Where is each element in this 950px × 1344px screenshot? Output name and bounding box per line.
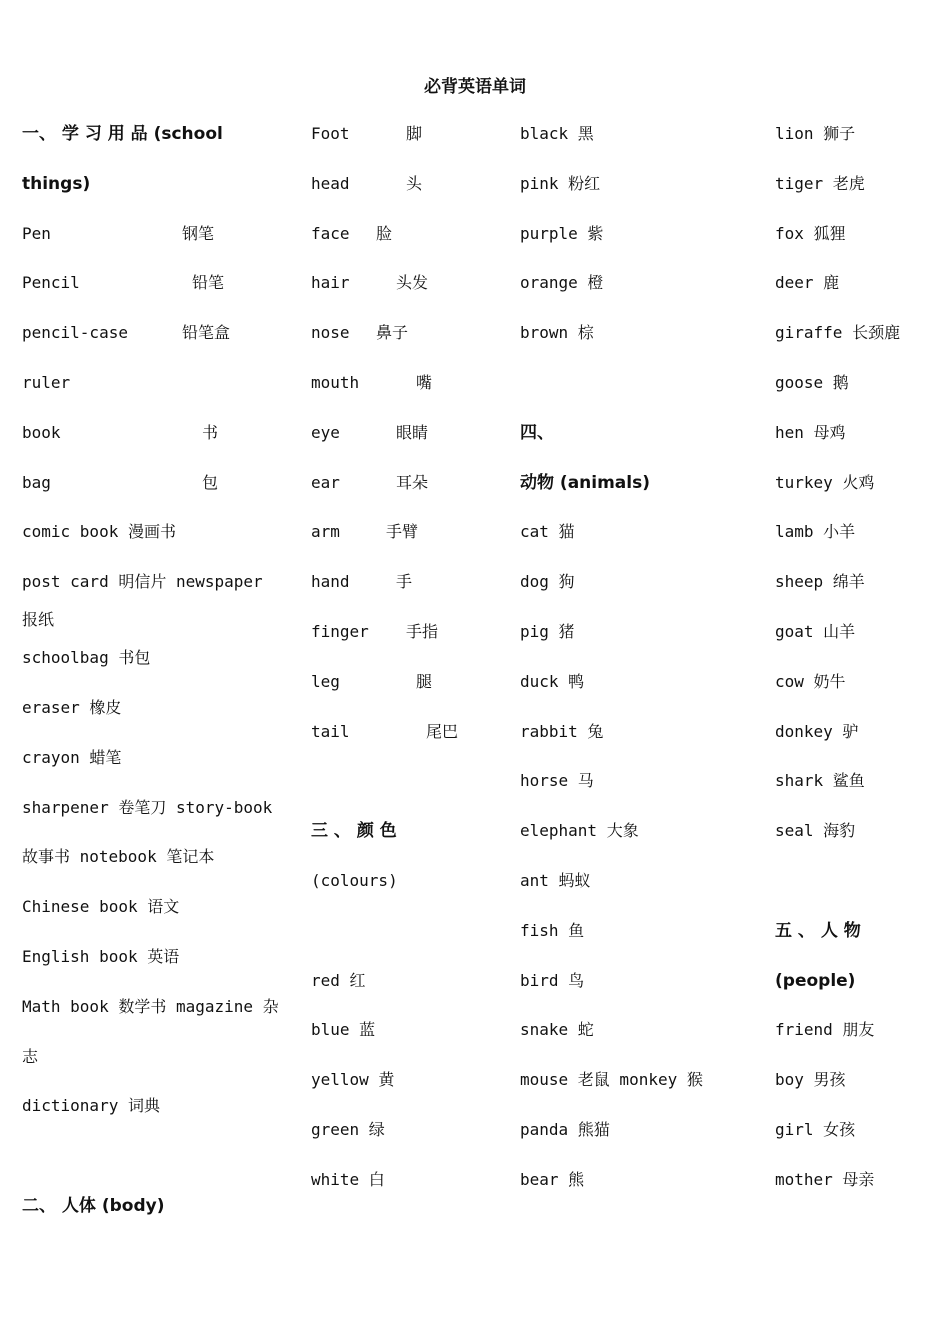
section-heading: 五 、 人 物 — [775, 920, 861, 941]
spacer — [775, 869, 935, 919]
chinese-meaning: 手 — [396, 572, 413, 592]
spacer — [520, 371, 750, 421]
vocab-entry — [311, 670, 501, 720]
chinese-meaning: 耳朵 — [396, 472, 429, 492]
vocab-entry: 报纸 — [22, 610, 55, 630]
vocab-entry: donkey 驴 — [775, 721, 859, 741]
chinese-meaning: 书 — [202, 422, 219, 442]
section-heading: things) — [22, 173, 91, 194]
vocab-entry: comic book 漫画书 — [22, 522, 176, 542]
english-word: book — [22, 422, 61, 442]
page-title: 必背英语单词 — [424, 77, 526, 97]
vocab-entry: blue 蓝 — [311, 1020, 376, 1040]
vocab-entry: bird 鸟 — [520, 970, 585, 990]
section-heading: 三 、 颜 色 — [311, 821, 397, 842]
spacer — [22, 1144, 287, 1194]
chinese-meaning: 包 — [202, 472, 219, 492]
vocab-entry: panda 熊猫 — [520, 1119, 610, 1139]
english-word: bag — [22, 472, 51, 492]
vocab-entry: horse 马 — [520, 771, 594, 791]
vocab-entry: mother 母亲 — [775, 1169, 875, 1189]
vocab-entry: eraser 橡皮 — [22, 697, 122, 717]
english-word: nose — [311, 323, 350, 343]
vocab-entry: red 红 — [311, 970, 366, 990]
chinese-meaning: 手臂 — [386, 522, 419, 542]
vocab-entry: friend 朋友 — [775, 1020, 875, 1040]
vocab-entry: black 黑 — [520, 124, 594, 143]
chinese-meaning: 鼻子 — [376, 323, 409, 343]
vocab-entry: green 绿 — [311, 1119, 385, 1139]
chinese-meaning: 尾巴 — [426, 721, 459, 741]
section-heading: 一、 学 习 用 品 (school — [22, 124, 223, 144]
vocab-entry — [311, 371, 501, 421]
english-word: arm — [311, 522, 340, 542]
column-colours-animals — [520, 122, 750, 1218]
vocab-entry — [311, 172, 501, 222]
vocab-entry — [311, 620, 501, 670]
section-heading: (people) — [775, 970, 856, 991]
vocab-entry: brown 棕 — [520, 323, 594, 343]
english-word: hand — [311, 572, 350, 592]
vocab-entry: goat 山羊 — [775, 621, 856, 641]
vocab-entry: lamb 小羊 — [775, 522, 856, 542]
vocab-entry: goose 鹅 — [775, 372, 849, 392]
vocab-entry — [311, 421, 501, 471]
vocab-entry: Math book 数学书 magazine 杂 — [22, 996, 279, 1016]
chinese-meaning: 嘴 — [416, 372, 433, 392]
vocab-entry: dictionary 词典 — [22, 1096, 160, 1116]
vocab-entry — [22, 321, 287, 371]
vocab-entry: deer 鹿 — [775, 273, 840, 293]
vocab-entry — [311, 471, 501, 521]
section-heading: 四、 — [520, 422, 554, 443]
vocab-entry: bear 熊 — [520, 1169, 585, 1189]
chinese-meaning: 头 — [406, 173, 423, 193]
vocab-entry: shark 鲨鱼 — [775, 771, 865, 791]
vocab-entry: giraffe 长颈鹿 — [775, 323, 901, 343]
section-heading: 二、 人体 (body) — [22, 1195, 165, 1216]
vocab-entry — [311, 222, 501, 272]
chinese-meaning: 头发 — [396, 273, 429, 293]
chinese-meaning: 铅笔 — [192, 273, 225, 293]
english-word: finger — [311, 621, 369, 641]
vocab-entry: pig 猪 — [520, 621, 575, 641]
vocab-entry: white 白 — [311, 1169, 385, 1189]
vocab-entry: purple 紫 — [520, 223, 604, 243]
vocab-entry — [311, 122, 501, 172]
vocab-entry: orange 橙 — [520, 273, 604, 293]
vocab-entry — [311, 520, 501, 570]
vocab-entry: sheep 绵羊 — [775, 572, 865, 592]
vocab-entry: lion 狮子 — [775, 124, 856, 143]
vocab-entry — [22, 421, 287, 471]
chinese-meaning: 脸 — [376, 223, 393, 243]
vocab-entry: elephant 大象 — [520, 821, 639, 841]
vocab-entry: rabbit 兔 — [520, 721, 604, 741]
chinese-meaning: 眼睛 — [396, 422, 429, 442]
section-heading: 动物 (animals) — [520, 472, 650, 493]
english-word: Foot — [311, 124, 350, 143]
chinese-meaning: 铅笔盒 — [182, 323, 231, 343]
vocab-entry: fox 狐狸 — [775, 223, 846, 243]
english-word: hair — [311, 273, 350, 293]
vocab-entry: snake 蛇 — [520, 1020, 594, 1040]
vocab-entry: crayon 蜡笔 — [22, 747, 122, 767]
vocab-entry — [311, 321, 501, 371]
vocab-entry: schoolbag 书包 — [22, 648, 151, 668]
vocab-entry — [22, 222, 287, 272]
vocab-entry: (colours) — [311, 870, 398, 890]
english-word: Pencil — [22, 273, 80, 293]
english-word: eye — [311, 422, 340, 442]
vocab-entry: yellow 黄 — [311, 1070, 395, 1090]
vocab-entry — [22, 471, 287, 521]
column-body-colours — [311, 122, 501, 1218]
chinese-meaning: 手指 — [406, 621, 439, 641]
vocab-entry: cat 猫 — [520, 522, 575, 542]
vocab-entry: dog 狗 — [520, 572, 575, 592]
vocab-entry — [311, 271, 501, 321]
english-word: mouth — [311, 372, 360, 392]
vocab-entry — [311, 720, 501, 770]
vocab-entry: tiger 老虎 — [775, 173, 865, 193]
vocab-entry: 故事书 notebook 笔记本 — [22, 847, 215, 867]
spacer — [311, 919, 501, 969]
english-word: ear — [311, 472, 340, 492]
vocab-entry — [22, 271, 287, 321]
chinese-meaning: 脚 — [406, 124, 423, 143]
vocab-entry: English book 英语 — [22, 946, 180, 966]
vocab-entry: duck 鸭 — [520, 671, 585, 691]
vocab-entry: 志 — [22, 1046, 39, 1066]
vocab-entry: sharpener 卷笔刀 story-book — [22, 797, 273, 817]
column-school-things — [22, 122, 287, 1244]
vocab-entry: girl 女孩 — [775, 1119, 856, 1139]
vocab-entry: ruler — [22, 372, 71, 392]
english-word: Pen — [22, 223, 51, 243]
vocab-entry: post card 明信片 newspaper — [22, 572, 263, 592]
chinese-meaning: 钢笔 — [182, 223, 215, 243]
chinese-meaning: 腿 — [416, 671, 433, 691]
vocab-entry: hen 母鸡 — [775, 422, 846, 442]
english-word: head — [311, 173, 350, 193]
vocab-entry: cow 奶牛 — [775, 671, 846, 691]
vocab-entry — [311, 570, 501, 620]
spacer — [311, 769, 501, 819]
vocab-entry: turkey 火鸡 — [775, 472, 875, 492]
vocab-entry: seal 海豹 — [775, 821, 856, 841]
vocab-entry: ant 蚂蚁 — [520, 870, 591, 890]
vocab-entry: pink 粉红 — [520, 173, 601, 193]
vocab-entry: Chinese book 语文 — [22, 897, 180, 917]
vocab-entry: mouse 老鼠 monkey 猴 — [520, 1070, 703, 1090]
english-word: face — [311, 223, 350, 243]
english-word: tail — [311, 721, 350, 741]
vocab-entry: boy 男孩 — [775, 1070, 846, 1090]
english-word: pencil-case — [22, 323, 128, 343]
column-animals-people — [775, 122, 935, 1218]
vocab-entry: fish 鱼 — [520, 920, 585, 940]
english-word: leg — [311, 671, 340, 691]
